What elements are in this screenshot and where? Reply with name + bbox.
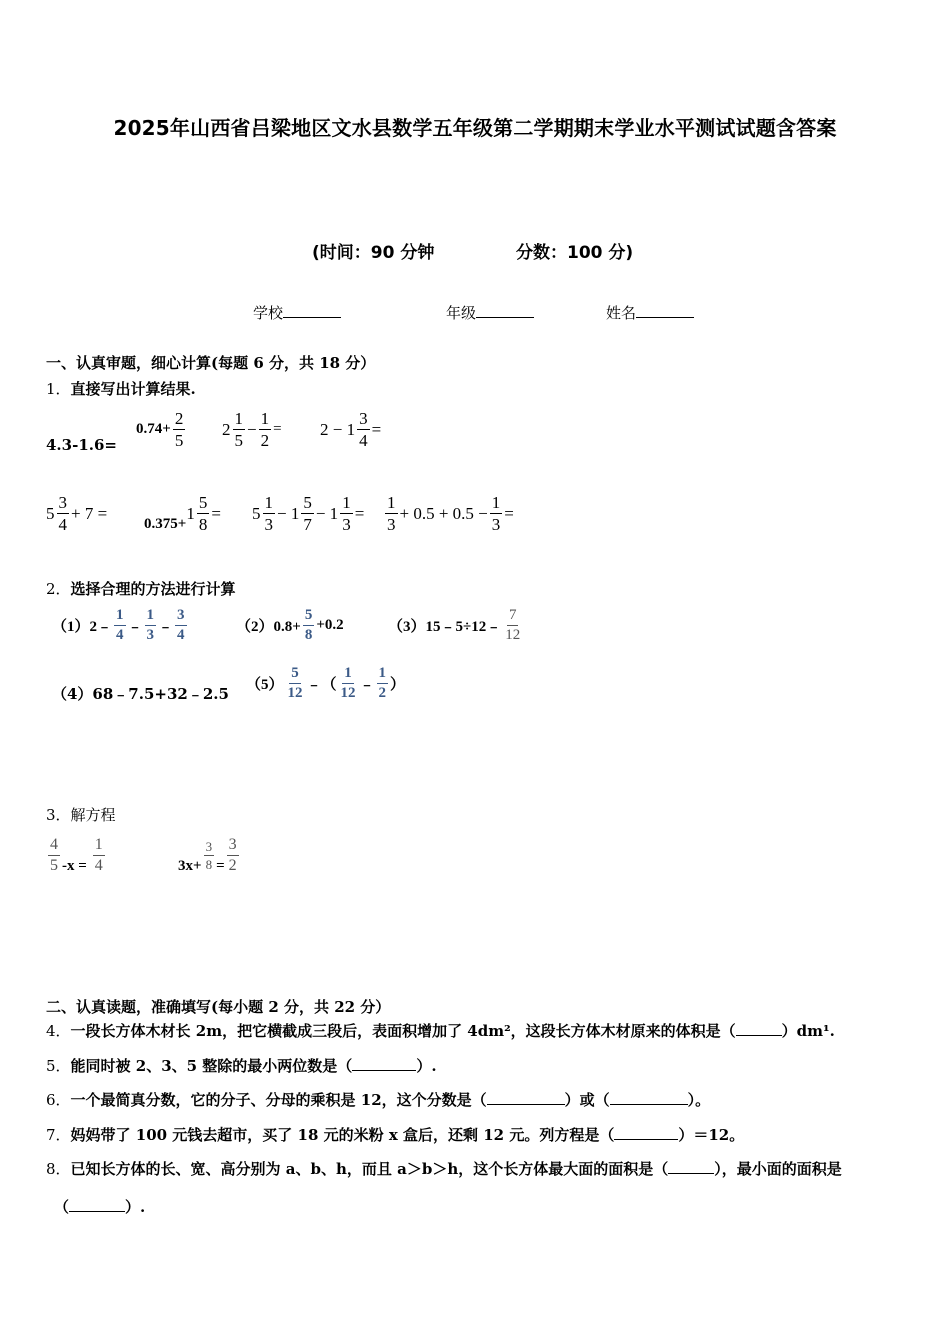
q5-number: 5． <box>46 1057 71 1075</box>
denominator: 8 <box>205 857 213 872</box>
q1-expr-c <box>222 410 282 449</box>
numerator: 1 <box>377 666 389 684</box>
score-label: 分数：100 分) <box>516 243 634 263</box>
q2-part4: （4）68﹣7.5+32﹣2.5 <box>52 685 229 703</box>
denominator: 4 <box>94 857 103 874</box>
q8-tail: ）. <box>125 1198 146 1216</box>
numerator: 1 <box>93 837 105 856</box>
q3-equation-2 <box>178 836 241 875</box>
fraction <box>303 608 315 643</box>
q8-text: 已知长方体的长、宽、高分别为 a、b、h，而且 a＞b＞h，这个长方体最大面的面积是（ <box>70 1160 669 1178</box>
denominator: 8 <box>198 515 208 534</box>
q3-number: 3． <box>46 806 71 824</box>
denominator: 4 <box>177 627 185 643</box>
q1-expr-b-prefix: 0.74+ <box>136 421 171 437</box>
fraction <box>301 494 314 533</box>
fraction <box>286 666 305 701</box>
denominator: 2 <box>378 685 387 701</box>
middle: + 0.5 + 0.5 − <box>399 503 488 523</box>
fraction <box>263 494 276 533</box>
q1-expr-h <box>383 494 514 533</box>
q6-tail: ）。 <box>687 1091 711 1109</box>
denominator: 8 <box>304 627 313 643</box>
operator: − <box>247 419 257 439</box>
label: （5） <box>246 677 284 693</box>
numerator: 5 <box>303 608 315 626</box>
numerator: 1 <box>145 608 157 626</box>
q1-text: 直接写出计算结果. <box>70 380 196 398</box>
name-label: 姓名 <box>606 304 637 322</box>
q1-header <box>46 378 196 399</box>
fraction <box>385 494 398 533</box>
numerator: 1 <box>260 409 270 428</box>
equals: = <box>216 858 225 874</box>
time-label: (时间：90 分钟 <box>312 243 435 263</box>
denominator: 2 <box>260 431 270 450</box>
grade-field[interactable] <box>446 302 534 323</box>
q2-part1 <box>52 608 189 643</box>
equals: = <box>504 503 514 523</box>
q1-expr-a: 4.3-1.6= <box>46 436 117 454</box>
q8-number: 8． <box>46 1160 71 1178</box>
equals: = <box>273 421 282 437</box>
q2-part5 <box>246 666 405 701</box>
numerator: 1 <box>342 666 354 684</box>
q2-number: 2． <box>46 580 71 598</box>
q1-expr-d <box>320 410 381 449</box>
fraction <box>503 608 522 643</box>
fraction <box>259 410 272 449</box>
q5-blank[interactable] <box>352 1057 416 1071</box>
prefix: 0.375+ <box>144 516 187 532</box>
operator: ﹣ <box>127 619 143 635</box>
label: （2）0.8+ <box>236 619 301 635</box>
q6-mid: ）或（ <box>564 1091 610 1109</box>
denominator: 5 <box>50 857 58 874</box>
numerator: 1 <box>234 409 243 428</box>
q5-tail: ）. <box>416 1057 437 1075</box>
fraction <box>57 494 70 533</box>
q8-line2 <box>54 1196 145 1217</box>
tail: + 7 = <box>71 503 108 523</box>
q7-tail: ）＝12。 <box>678 1126 745 1144</box>
q8-blank-1[interactable] <box>668 1160 714 1174</box>
q6-text: 一个最简真分数，它的分子、分母的乘积是 12，这个分数是（ <box>70 1091 487 1109</box>
q6-blank-1[interactable] <box>487 1091 565 1105</box>
name-field[interactable] <box>606 302 694 323</box>
section2-heading: 二、认真读题，准确填写(每小题 2 分，共 22 分） <box>46 998 391 1016</box>
q2-part3 <box>388 608 524 643</box>
q1-expr-g <box>252 494 364 533</box>
operator: ﹣ <box>158 619 174 635</box>
fraction <box>145 608 157 643</box>
whole: 2 <box>222 419 231 439</box>
fraction <box>204 840 215 871</box>
q8 <box>46 1158 842 1179</box>
q1-expr-b <box>136 410 187 449</box>
numerator: 5 <box>289 666 301 684</box>
denominator: 5 <box>174 431 184 450</box>
numerator: 3 <box>58 493 67 512</box>
q2-header <box>46 578 236 599</box>
middle: -x = <box>62 858 87 874</box>
denominator: 3 <box>342 515 351 534</box>
numerator: 1 <box>264 493 273 512</box>
q4-number: 4． <box>46 1022 71 1040</box>
fraction <box>173 410 186 449</box>
fraction <box>339 666 358 701</box>
numerator: 5 <box>198 493 208 512</box>
equals: = <box>371 419 382 439</box>
tail: +0.2 <box>316 617 344 633</box>
q5 <box>46 1055 437 1076</box>
q5-text: 能同时被 2、3、5 整除的最小两位数是（ <box>70 1057 353 1075</box>
whole: 2 − 1 <box>320 419 356 439</box>
numerator: 1 <box>342 493 351 512</box>
q8-open: （ <box>54 1198 70 1216</box>
fraction <box>48 837 60 874</box>
numerator: 1 <box>387 493 396 512</box>
q4-text: 一段长方体木材长 2m，把它横截成三段后，表面积增加了 4dm²，这段长方体木材原来的体积是（ <box>70 1022 736 1040</box>
q4-blank[interactable] <box>736 1022 782 1036</box>
q6 <box>46 1089 710 1110</box>
numerator: 3 <box>205 839 213 854</box>
denominator: 5 <box>234 431 243 450</box>
fraction <box>197 494 210 533</box>
denominator: 2 <box>228 857 237 874</box>
q4-tail: ）dm¹. <box>781 1022 835 1040</box>
q7-text: 妈妈带了 100 元钱去超市，买了 18 元的米粉 x 盒后，还剩 12 元。列方程是（ <box>70 1126 615 1144</box>
q1-number: 1． <box>46 380 71 398</box>
whole: 5 <box>252 503 261 523</box>
denominator: 12 <box>287 685 303 701</box>
q7 <box>46 1124 744 1145</box>
q3-header <box>46 804 116 825</box>
denominator: 7 <box>303 515 312 534</box>
fraction <box>175 608 187 643</box>
numerator: 3 <box>359 409 368 428</box>
q8-blank-2[interactable] <box>69 1198 125 1212</box>
label: （1）2﹣ <box>52 619 113 635</box>
section1-heading: 一、认真审题，细心计算(每题 6 分，共 18 分） <box>46 354 376 372</box>
label: （3）15﹣5÷12﹣ <box>388 619 502 635</box>
equals: = <box>211 503 221 523</box>
numerator: 2 <box>174 409 184 428</box>
equals: = <box>354 503 365 523</box>
q6-blank-2[interactable] <box>610 1091 688 1105</box>
fraction <box>114 608 126 643</box>
whole: 1 <box>186 503 195 523</box>
grade-label: 年级 <box>446 304 477 322</box>
q1-expr-e <box>46 494 107 533</box>
fraction <box>227 837 239 874</box>
q3-equation-1 <box>46 836 107 875</box>
denominator: 4 <box>116 627 124 643</box>
page-title: 2025年山西省吕梁地区文水县数学五年级第二学期期末学业水平测试试题含答案 <box>113 116 837 140</box>
q7-number: 7． <box>46 1126 71 1144</box>
numerator: 5 <box>303 493 312 512</box>
denominator: 3 <box>264 515 273 534</box>
fraction <box>233 410 246 449</box>
school-field[interactable] <box>253 302 341 323</box>
school-label: 学校 <box>253 304 284 322</box>
q8-mid: ），最小面的面积是 <box>714 1160 842 1178</box>
operator: ﹣（ <box>306 677 337 693</box>
numerator: 1 <box>114 608 126 626</box>
denominator: 4 <box>359 431 368 450</box>
denominator: 3 <box>146 627 155 643</box>
numerator: 3 <box>227 837 239 856</box>
operator: ﹣ <box>359 677 375 693</box>
numerator: 7 <box>507 608 519 626</box>
denominator: 4 <box>58 515 67 534</box>
fraction <box>490 494 503 533</box>
operator: − 1 <box>277 503 300 523</box>
fraction <box>340 494 353 533</box>
denominator: 12 <box>340 685 356 701</box>
q1-expr-f <box>144 494 221 533</box>
numerator: 4 <box>48 837 60 856</box>
numerator: 1 <box>491 493 501 512</box>
whole: 5 <box>46 503 55 523</box>
prefix: 3x+ <box>178 858 202 874</box>
q4 <box>46 1020 835 1041</box>
q6-number: 6． <box>46 1091 71 1109</box>
q2-part2 <box>236 608 344 643</box>
denominator: 12 <box>505 627 521 643</box>
fraction <box>377 666 389 701</box>
q7-blank[interactable] <box>614 1126 678 1140</box>
fraction <box>357 410 370 449</box>
fraction <box>93 837 105 874</box>
operator: − 1 <box>315 503 339 523</box>
q3-text: 解方程 <box>70 806 116 824</box>
q2-text: 选择合理的方法进行计算 <box>70 580 236 598</box>
denominator: 3 <box>491 515 501 534</box>
numerator: 3 <box>175 608 187 626</box>
denominator: 3 <box>387 515 396 534</box>
close-paren: ） <box>390 677 406 693</box>
